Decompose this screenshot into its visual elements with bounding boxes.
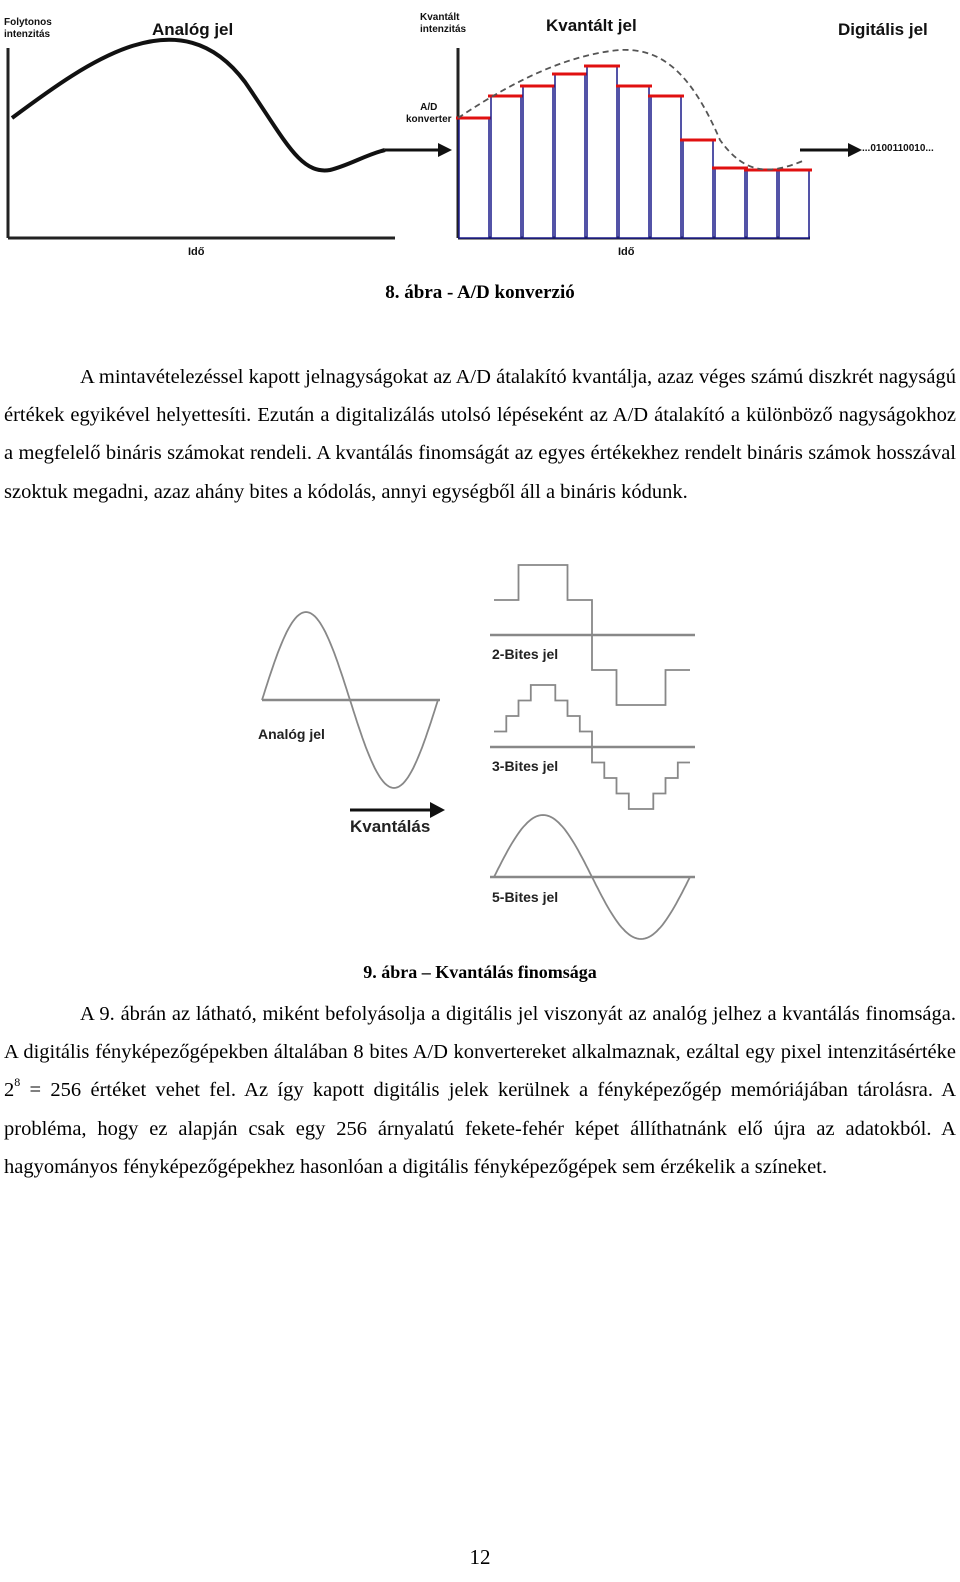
sample-bar	[555, 74, 585, 238]
quantized-xlabel: Idő	[618, 246, 635, 258]
bit3-label: 3-Bites jel	[492, 758, 559, 774]
paragraph-1-text: A mintavételezéssel kapott jelnagyságokat az A/D átalakító kvantálja, azaz véges számú diszkrét nagyságú értékek egyikével helyettesíti. Ezután a digitalizálás utolsó lépéseként az A/D átalakító a különböző nagyságokhoz a megfelelő bináris számokat rendeli. A kvantálás finomságát az egyes értékekhez rendelt bináris számok hosszával szoktuk megadni, azaz ahány bites a kódolás, annyi egységből áll a bináris kódunk.	[4, 366, 956, 503]
sample-bar	[523, 86, 553, 238]
analog-axes	[8, 48, 395, 238]
sample-bar	[683, 140, 713, 238]
converter-label-line1: A/D	[420, 102, 438, 113]
quantized-sample-bars	[456, 66, 812, 238]
analog-signal-label: Analóg jel	[258, 726, 325, 742]
analog-title: Analóg jel	[152, 20, 234, 39]
figure8-caption: 8. ábra - A/D konverzió	[385, 282, 575, 303]
sample-bar	[587, 66, 617, 238]
digital-arrow	[800, 143, 862, 157]
exponent: 8	[14, 1075, 21, 1090]
sample-bar	[619, 86, 649, 238]
sample-bar	[651, 96, 681, 238]
sample-bar	[459, 118, 489, 238]
sample-bar	[747, 170, 777, 238]
bit5-label: 5-Bites jel	[492, 889, 559, 905]
analog-xlabel: Idő	[188, 246, 205, 258]
converter-label	[406, 102, 452, 126]
page-number: 12	[469, 1545, 491, 1569]
analog-curve	[12, 40, 385, 171]
figure-ad-conversion	[0, 0, 960, 270]
sample-bar	[715, 168, 745, 238]
converter-label-line2: konverter	[406, 114, 452, 125]
converter-arrow	[385, 143, 452, 157]
analog-ylabel	[4, 17, 52, 41]
paragraph-2-text-a: A 9. ábrán az látható, miként befolyásolja a digitális jel viszonyát az analóg jelhez a kvantálás finomsága. A digitális fényképezőgépekben általában 8 bites A/D konvertereket alkalmaznak, ezáltal egy pixel intenzitásértéke 2	[4, 1003, 956, 1102]
quantized-ylabel-line2: intenzitás	[420, 24, 467, 35]
figure-ad-conversion-graphic	[0, 0, 960, 270]
sample-bar	[491, 96, 521, 238]
quantization-arrow	[350, 802, 445, 818]
bit2-label: 2-Bites jel	[492, 646, 559, 662]
quantized-title: Kvantált jel	[546, 16, 637, 35]
quantized-ylabel	[420, 12, 466, 36]
paragraph-2	[4, 995, 956, 1186]
quantization-label: Kvantálás	[350, 817, 431, 836]
paragraph-2-text-b: = 256 értéket vehet fel. Az így kapott digitális jelek kerülnek a fényképezőgép memóriájában tárolásra. A probléma, hogy ez alapján csak egy 256 árnyalatú fekete-fehér képet állíthatnánk elő újra az adatokból. A hagyományos fényképezőgépekhez hasonlóan a digitális fényképezőgépek sem érzékelik a színeket.	[4, 1079, 956, 1178]
digital-title: Digitális jel	[838, 20, 928, 39]
bitstream-label: ...0100110010...	[862, 143, 934, 154]
figure-quantization-graphic	[0, 480, 960, 950]
figure-quantization-fineness	[0, 480, 960, 950]
figure9-caption: 9. ábra – Kvantálás finomsága	[363, 962, 597, 982]
quantized-ylabel-line1: Kvantált	[420, 12, 460, 23]
sample-bar	[779, 170, 809, 238]
analog-ylabel-line2: intenzitás	[4, 29, 51, 40]
analog-ylabel-line1: Folytonos	[4, 17, 52, 28]
